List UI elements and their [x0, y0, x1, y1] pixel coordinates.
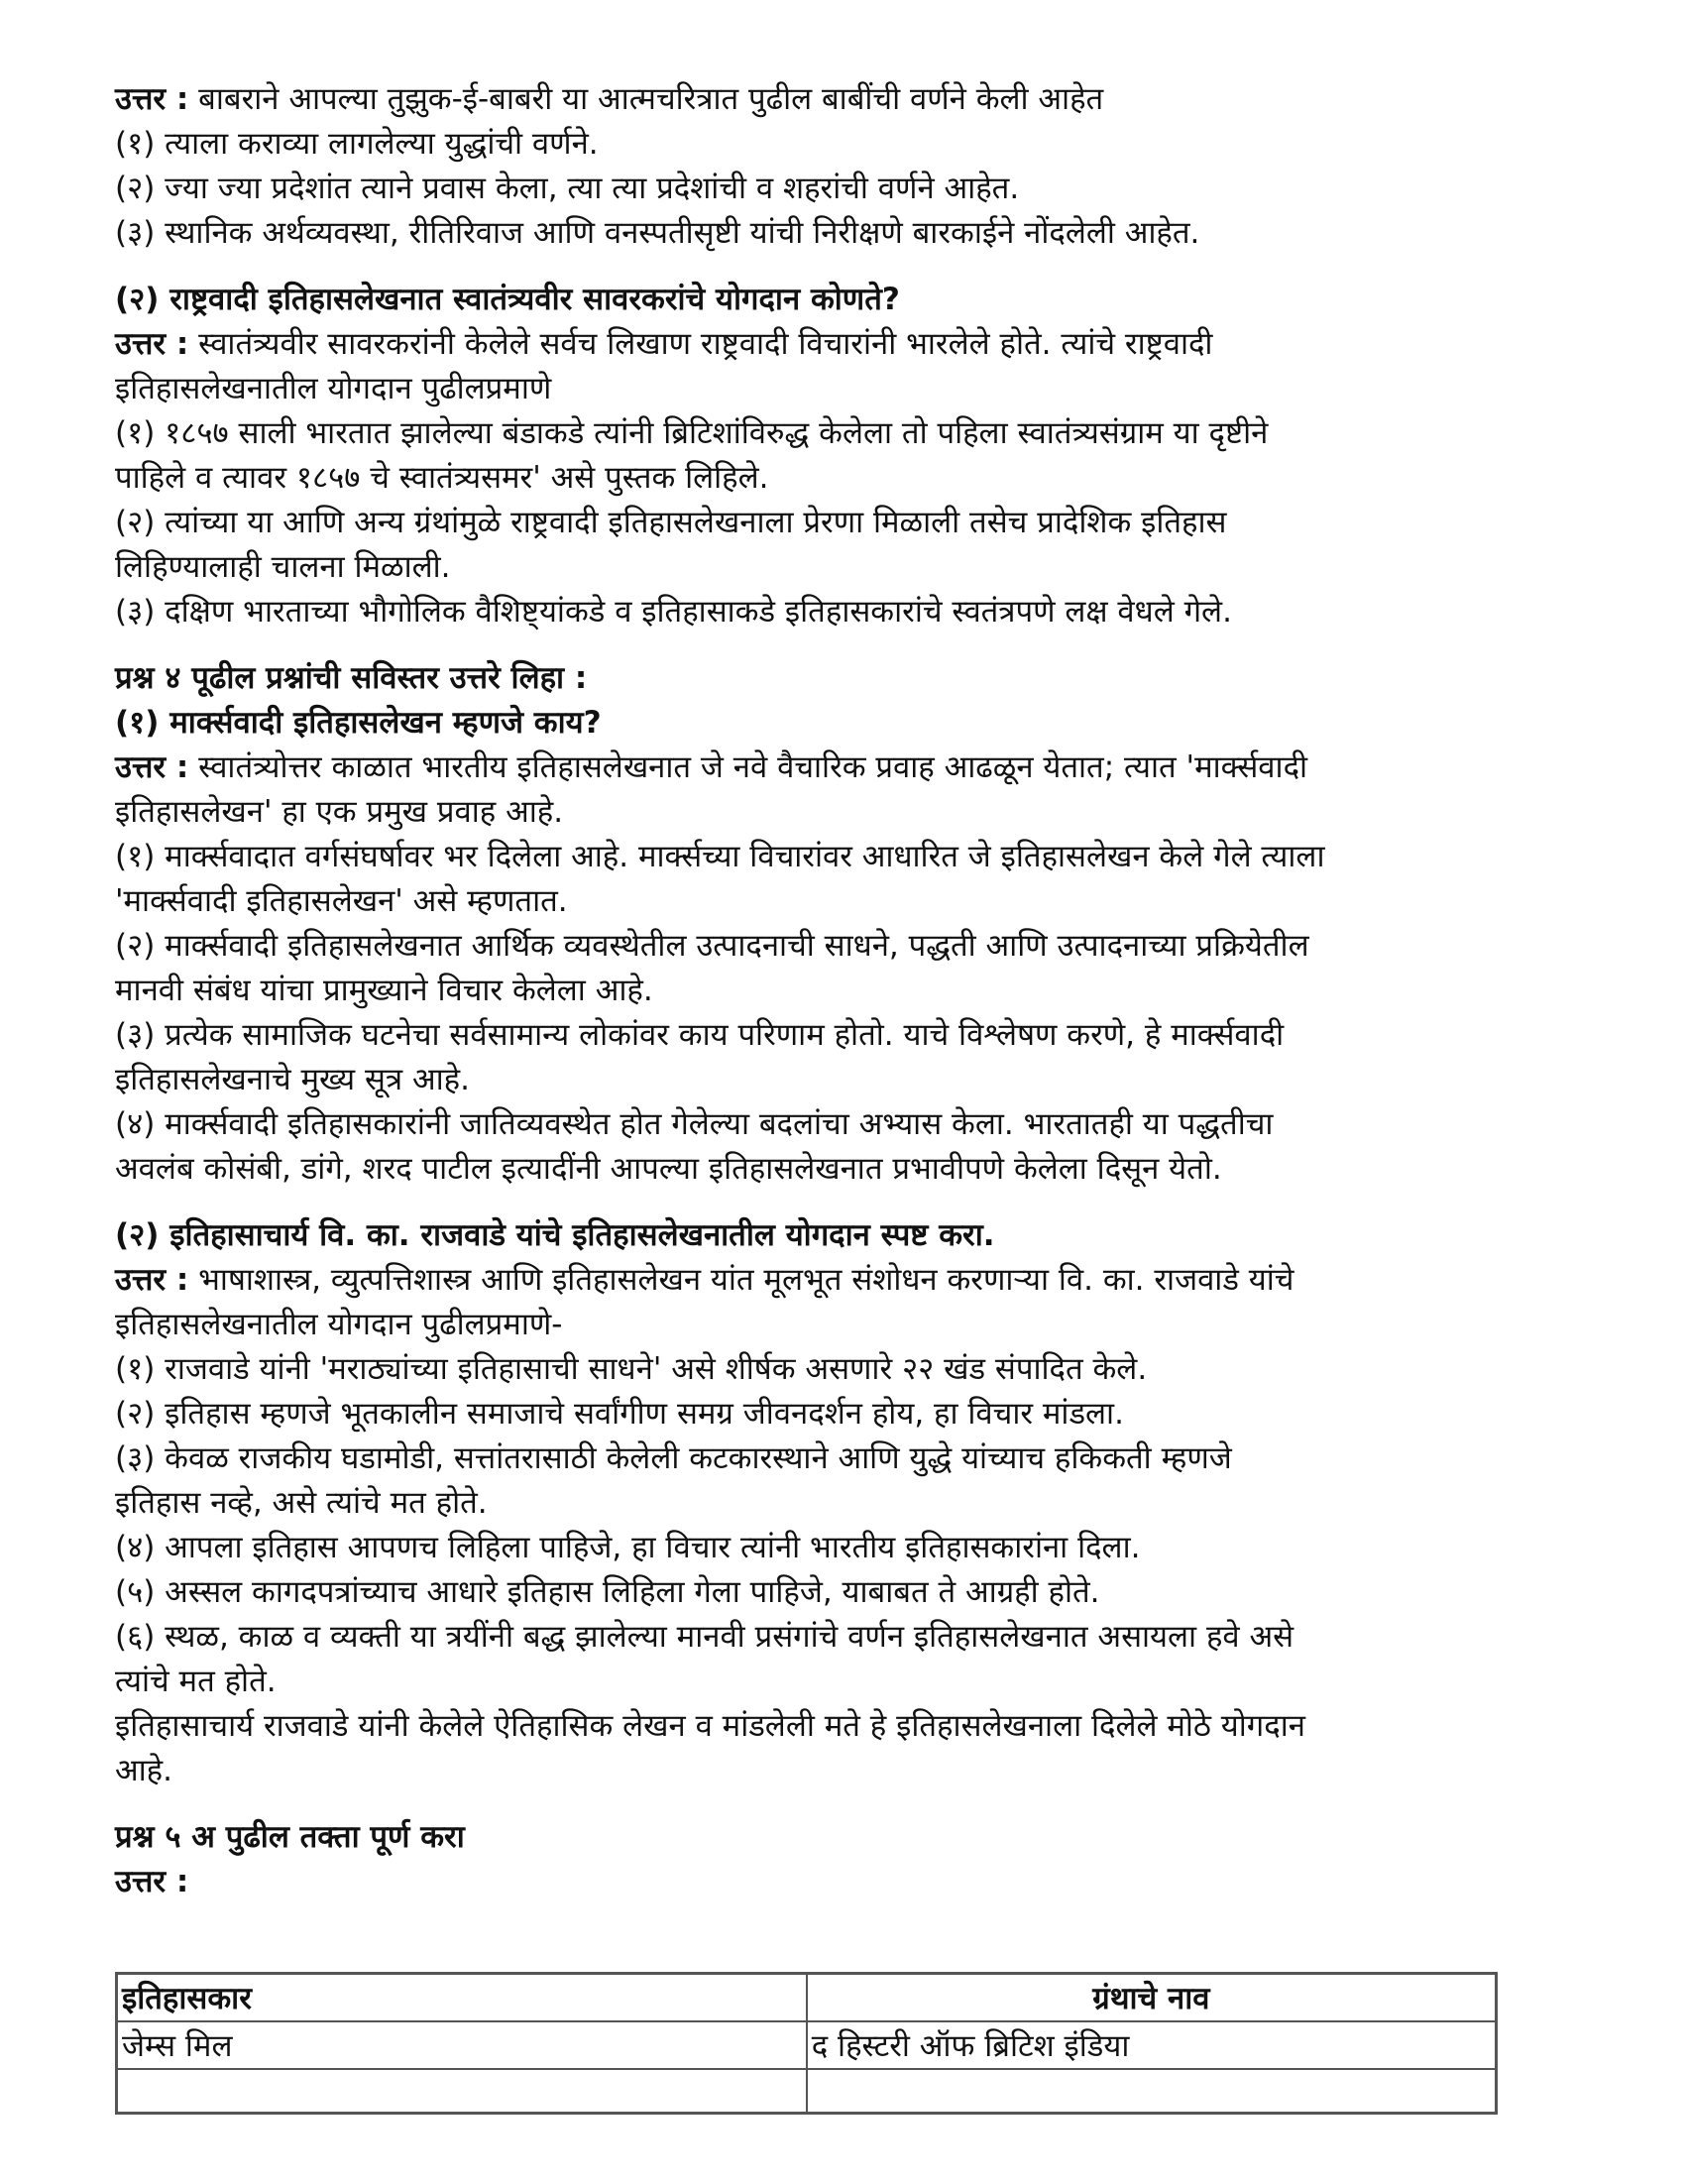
- answer-point: इतिहास नव्हे, असे त्यांचे मत होते.: [115, 1485, 488, 1521]
- answer-text: इतिहासलेखनातील योगदान पुढीलप्रमाणे: [115, 371, 552, 406]
- answer-point: (४) आपला इतिहास आपणच लिहिला पाहिजे, हा विचार त्यांनी भारतीय इतिहासकारांना दिला.: [115, 1530, 1141, 1565]
- answer-point: (१) राजवाडे यांनी 'मराठ्यांच्या इतिहासाची साधने' असे शीर्षक असणारे २२ खंड संपादित केले.: [115, 1351, 1148, 1387]
- answer-text: भाषाशास्त्र, व्युत्पत्तिशास्त्र आणि इतिहासलेखन यांत मूलभूत संशोधन करणाऱ्या वि. का. राजवाडे यांचे: [188, 1262, 1294, 1298]
- section-rajwade: [115, 1213, 1542, 1793]
- table-cell: जेम्स मिल: [117, 2021, 807, 2069]
- question-heading: (१) मार्क्सवादी इतिहासलेखन म्हणजे काय?: [115, 705, 602, 741]
- answer-point: पाहिले व त्यावर १८५७ चे स्वातंत्र्यसमर' असे पुस्तक लिहिले.: [115, 460, 769, 496]
- section-heading: प्रश्न ५ अ पुढील तक्ता पूर्ण करा: [115, 1819, 465, 1855]
- answer-label: उत्तर :: [115, 1262, 189, 1298]
- answer-line: [115, 77, 1542, 122]
- answer-point: इतिहासाचार्य राजवाडे यांनी केलेले ऐतिहासिक लेखन व मांडलेली मते हे इतिहासलेखनाला दिलेले मोठे योगदान: [115, 1708, 1305, 1744]
- table-header-cell: ग्रंथाचे नाव: [807, 1974, 1497, 2022]
- table-cell: द हिस्टरी ऑफ ब्रिटिश इंडिया: [807, 2021, 1497, 2069]
- answer-point: अवलंब कोसंबी, डांगे, शरद पाटील इत्यादींनी आपल्या इतिहासलेखनात प्रभावीपणे केलेला दिसून येतो.: [115, 1151, 1222, 1187]
- answer-point: इतिहासलेखनाचे मुख्य सूत्र आहे.: [115, 1062, 470, 1097]
- answer-point: 'मार्क्सवादी इतिहासलेखन' असे म्हणतात.: [115, 883, 568, 919]
- answer-text: इतिहासलेखनातील योगदान पुढीलप्रमाणे-: [115, 1307, 563, 1342]
- section-marxist: [115, 656, 1542, 1192]
- table-row: [117, 2069, 1497, 2114]
- section-table-question: [115, 1815, 1542, 2115]
- historians-table: [115, 1972, 1498, 2115]
- answer-point: (६) स्थळ, काळ व व्यक्ती या त्रयींनी बद्ध झालेल्या मानवी प्रसंगांचे वर्णन इतिहासलेखनात असायला हवे असे: [115, 1619, 1294, 1655]
- table-header-row: [117, 1974, 1497, 2022]
- table-cell: [117, 2069, 807, 2114]
- section-heading: प्रश्न ४ पूढील प्रश्नांची सविस्तर उत्तरे लिहा :: [115, 660, 588, 696]
- answer-label: उत्तर :: [115, 749, 189, 785]
- historians-table-wrapper: [115, 1972, 1542, 2115]
- table-header-cell: इतिहासकार: [117, 1974, 807, 2022]
- table-row: [117, 2021, 1497, 2069]
- answer-point: (१) मार्क्सवादात वर्गसंघर्षावर भर दिलेला आहे. मार्क्सच्या विचारांवर आधारित जे इतिहासलेखन केले गेले त्याला: [115, 839, 1325, 874]
- answer-text: बाबराने आपल्या तुझुक-ई-बाबरी या आत्मचरित्रात पुढील बाबींची वर्णने केली आहेत: [188, 81, 1104, 117]
- question-heading: (२) राष्ट्रवादी इतिहासलेखनात स्वातंत्र्यवीर सावरकरांचे योगदान कोणते?: [115, 282, 900, 317]
- answer-point: (१) १८५७ साली भारतात झालेल्या बंडाकडे त्यांनी ब्रिटिशांविरुद्ध केलेला तो पहिला स्वातंत्र्यसंग्राम या दृष्टीने: [115, 415, 1269, 451]
- answer-label: उत्तर :: [115, 326, 189, 362]
- section-babur-answer: [115, 77, 1542, 256]
- document-page: [115, 77, 1542, 2115]
- answer-point: (३) दक्षिण भारताच्या भौगोलिक वैशिष्ट्यांकडे व इतिहासाकडे इतिहासकारांचे स्वतंत्रपणे लक्ष वेधले गेले.: [115, 594, 1232, 630]
- answer-point: (३) केवळ राजकीय घडामोडी, सत्तांतरासाठी केलेली कटकारस्थाने आणि युद्धे यांच्याच हकिकती म्हणजे: [115, 1440, 1232, 1476]
- answer-point: (२) मार्क्सवादी इतिहासलेखनात आर्थिक व्यवस्थेतील उत्पादनाची साधने, पद्धती आणि उत्पादनाच्या प्रक्रियेतील: [115, 928, 1309, 964]
- answer-point: (२) त्यांच्या या आणि अन्य ग्रंथांमुळे राष्ट्रवादी इतिहासलेखनाला प्रेरणा मिळाली तसेच प्रादेशिक इतिहास: [115, 505, 1227, 540]
- question-heading: (२) इतिहासाचार्य वि. का. राजवाडे यांचे इतिहासलेखनातील योगदान स्पष्ट करा.: [115, 1217, 995, 1253]
- answer-point: (२) ज्या ज्या प्रदेशांत त्याने प्रवास केला, त्या त्या प्रदेशांची व शहरांची वर्णने आहेत.: [115, 171, 1020, 206]
- answer-point: लिहिण्यालाही चालना मिळाली.: [115, 549, 451, 585]
- answer-point: (३) प्रत्येक सामाजिक घटनेचा सर्वसामान्य लोकांवर काय परिणाम होतो. याचे विश्लेषण करणे, हे मार्क्सवादी: [115, 1017, 1285, 1053]
- answer-label: उत्तर :: [115, 1864, 189, 1899]
- table-cell: [807, 2069, 1497, 2114]
- section-savarkar: [115, 278, 1542, 634]
- answer-point: आहे.: [115, 1753, 172, 1788]
- answer-line: [115, 746, 1542, 790]
- answer-point: (५) अस्सल कागदपत्रांच्याच आधारे इतिहास लिहिला गेला पाहिजे, याबाबत ते आग्रही होते.: [115, 1574, 1100, 1610]
- answer-point: मानवी संबंध यांचा प्रामुख्याने विचार केलेला आहे.: [115, 973, 653, 1008]
- answer-point: (४) मार्क्सवादी इतिहासकारांनी जातिव्यवस्थेत होत गेलेल्या बदलांचा अभ्यास केला. भारतातही या पद्धतीचा: [115, 1106, 1274, 1142]
- answer-point: त्यांचे मत होते.: [115, 1664, 277, 1699]
- answer-text: स्वातंत्र्योत्तर काळात भारतीय इतिहासलेखनात जे नवे वैचारिक प्रवाह आढळून येतात; त्यात 'मार्क्सवादी: [188, 749, 1308, 785]
- answer-point: (१) त्याला कराव्या लागलेल्या युद्धांची वर्णने.: [115, 126, 599, 162]
- answer-line: [115, 322, 1542, 367]
- answer-point: (३) स्थानिक अर्थव्यवस्था, रीतिरिवाज आणि वनस्पतीसृष्टी यांची निरीक्षणे बारकाईने नोंदलेली आहेत.: [115, 215, 1200, 251]
- answer-line: [115, 1258, 1542, 1303]
- answer-point: (२) इतिहास म्हणजे भूतकालीन समाजाचे सर्वांगीण समग्र जीवनदर्शन होय, हा विचार मांडला.: [115, 1396, 1124, 1432]
- answer-text: स्वातंत्र्यवीर सावरकरांनी केलेले सर्वच लिखाण राष्ट्रवादी विचारांनी भारलेले होते. त्यांचे राष्ट्रवादी: [188, 326, 1213, 362]
- answer-text: इतिहासलेखन' हा एक प्रमुख प्रवाह आहे.: [115, 794, 564, 830]
- answer-label: उत्तर :: [115, 81, 189, 117]
